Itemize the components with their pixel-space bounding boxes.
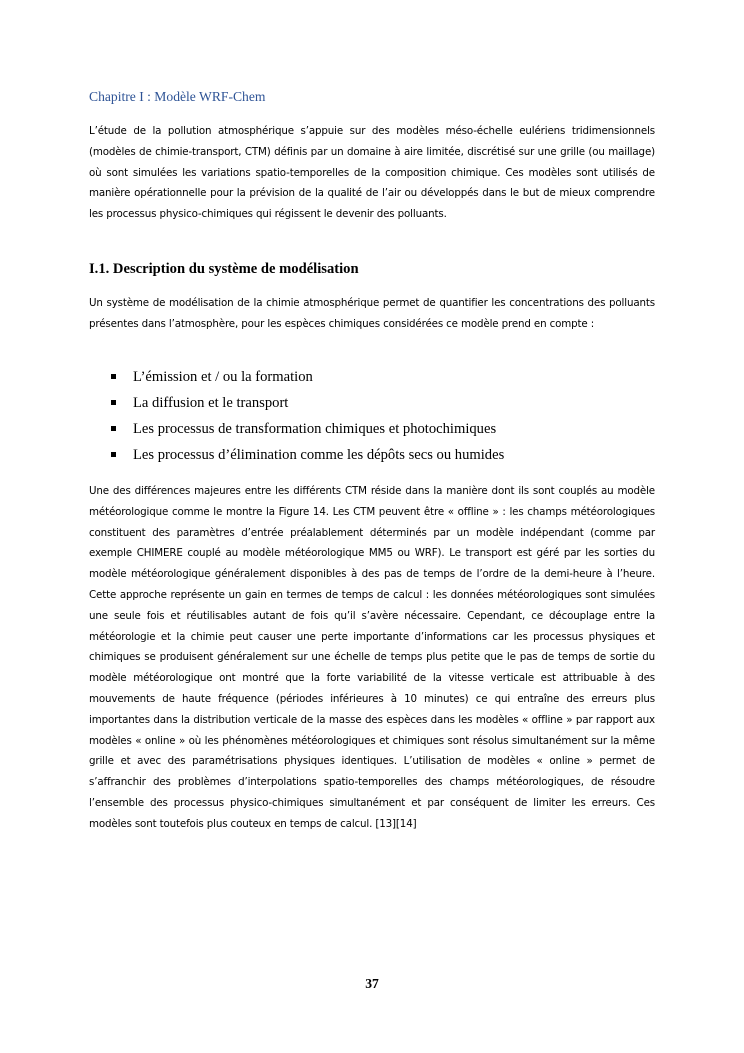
- document-page: [89, 0, 655, 1053]
- list-item: [89, 419, 655, 445]
- list-item-text: La diffusion et le transport: [133, 395, 289, 411]
- list-item: [89, 445, 655, 471]
- list-item-text: Les processus d’élimination comme les dépôts secs ou humides: [133, 447, 505, 463]
- list-item-text: Les processus de transformation chimiques et photochimiques: [133, 421, 497, 437]
- square-bullet-icon: [111, 374, 116, 379]
- list-item: [89, 393, 655, 419]
- section-heading: I.1. Description du système de modélisation: [89, 261, 359, 277]
- square-bullet-icon: [111, 452, 116, 457]
- list-item-text: L’émission et / ou la formation: [133, 369, 313, 385]
- modeling-system-paragraph: Un système de modélisation de la chimie atmosphérique permet de quantifier les concentrations des polluants présentes dans l’atmosphère, pour les espèces chimiques considérées ce modèle prend en compte :: [89, 297, 655, 330]
- list-item: [89, 367, 655, 393]
- intro-paragraph: L’étude de la pollution atmosphérique s’appuie sur des modèles méso-échelle eulériens tridimensionnels (modèles de chimie-transport, CTM) définis par un domaine à aire limitée, discrétisé sur une grille (ou maillage) où sont simulées les variations spatio-temporelles de la composition chimique. Ces modèles sont utilisés de manière opérationnelle pour la prévision de la qualité de l’air ou développés dans le but de mieux comprendre les processus physico-chimiques qui régissent le devenir des polluants.: [89, 125, 655, 221]
- square-bullet-icon: [111, 426, 116, 431]
- page-number: 37: [365, 976, 379, 991]
- ctm-coupling-paragraph: Une des différences majeures entre les différents CTM réside dans la manière dont ils sont couplés au modèle météorologique comme le montre la Figure 14. Les CTM peuvent être « offline » : les champs météorologiques constituent des paramètres d’entrée préalablement déterminés par un modèle indépendant (comme par exemple CHIMERE couplé au modèle météorologique MM5 ou WRF). Le transport est géré par les sorties du modèle météorologique généralement disponibles à des pas de temps de l’ordre de la demi-heure à l’heure. Cette approche représente un gain en termes de temps de calcul : les données météorologiques sont simulées une seule fois et réutilisables autant de fois qu’il s’avère nécessaire. Cependant, ce découplage entre la météorologie et la chimie peut causer une perte importante d’informations car les processus physiques et chimiques se produisent généralement sur une échelle de temps plus petite que le pas de temps de sortie du modèle météorologique ont montré que la forte variabilité de la vitesse verticale est attribuable à des mouvements de haute fréquence (périodes inférieures à 10 minutes) ce qui entraîne des erreurs plus importantes dans la distribution verticale de la masse des espèces dans les modèles « offline » par rapport aux modèles « online » où les phénomènes météorologiques et chimiques sont résolus simultanément sur la même grille et avec des paramétrisations physiques identiques. L’utilisation de modèles « online » permet de s’affranchir des problèmes d’interpolations spatio-temporelles des champs météorologiques, de résoudre l’ensemble des processus physico-chimiques simultanément et par conséquent de limiter les erreurs. Ces modèles sont toutefois plus couteux en temps de calcul. [13][14]: [89, 485, 655, 830]
- square-bullet-icon: [111, 400, 116, 405]
- chapter-header: Chapitre I : Modèle WRF-Chem: [89, 89, 266, 104]
- process-list: [89, 367, 655, 471]
